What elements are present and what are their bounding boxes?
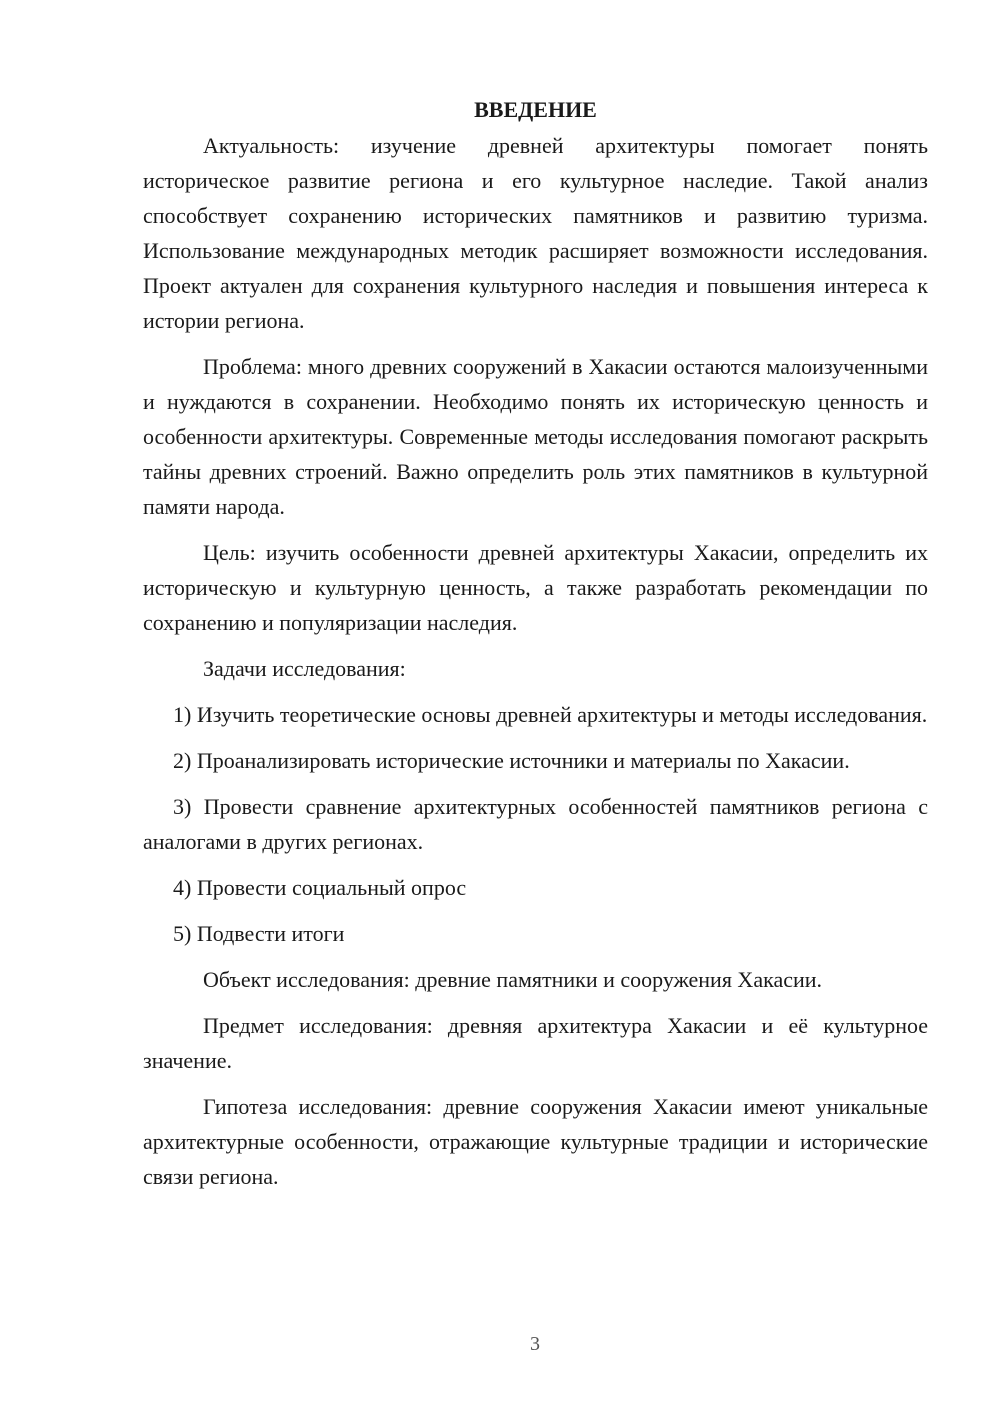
task-item-5: 5) Подвести итоги: [173, 921, 345, 946]
document-page: [143, 94, 928, 1205]
page-number: 3: [530, 1333, 540, 1355]
task-item-3: 3) Провести сравнение архитектурных особенностей памятников региона с аналогами в других регионах.: [143, 794, 928, 854]
section-title: ВВЕДЕНИЕ: [474, 97, 597, 122]
tasks-heading: Задачи исследования:: [203, 656, 406, 681]
paragraph-problem: Проблема: много древних сооружений в Хакасии остаются малоизученными и нуждаются в сохранении. Необходимо понять их историческую ценность и особенности архитектуры. Современные методы исследования помогают раскрыть тайны древних строений. Важно определить роль этих памятников в культурной памяти народа.: [143, 354, 928, 519]
task-item-1: 1) Изучить теоретические основы древней архитектуры и методы исследования.: [173, 702, 928, 727]
paragraph-goal: Цель: изучить особенности древней архитектуры Хакасии, определить их историческую и культурную ценность, а также разработать рекомендации по сохранению и популяризации наследия.: [143, 540, 928, 635]
task-item-2: 2) Проанализировать исторические источники и материалы по Хакасии.: [173, 748, 850, 773]
task-item-4: 4) Провести социальный опрос: [173, 875, 467, 900]
paragraph-subject: Предмет исследования: древняя архитектура Хакасии и её культурное значение.: [143, 1013, 928, 1073]
paragraph-hypothesis: Гипотеза исследования: древние сооружения Хакасии имеют уникальные архитектурные особенности, отражающие культурные традиции и исторические связи региона.: [143, 1094, 928, 1189]
paragraph-relevance: Актуальность: изучение древней архитектуры помогает понять историческое развитие региона и его культурное наследие. Такой анализ способствует сохранению исторических памятников и развитию туризма. Использование международных методик расширяет возможности исследования. Проект актуален для сохранения культурного наследия и повышения интереса к истории региона.: [143, 133, 928, 333]
paragraph-object: Объект исследования: древние памятники и сооружения Хакасии.: [203, 967, 823, 992]
